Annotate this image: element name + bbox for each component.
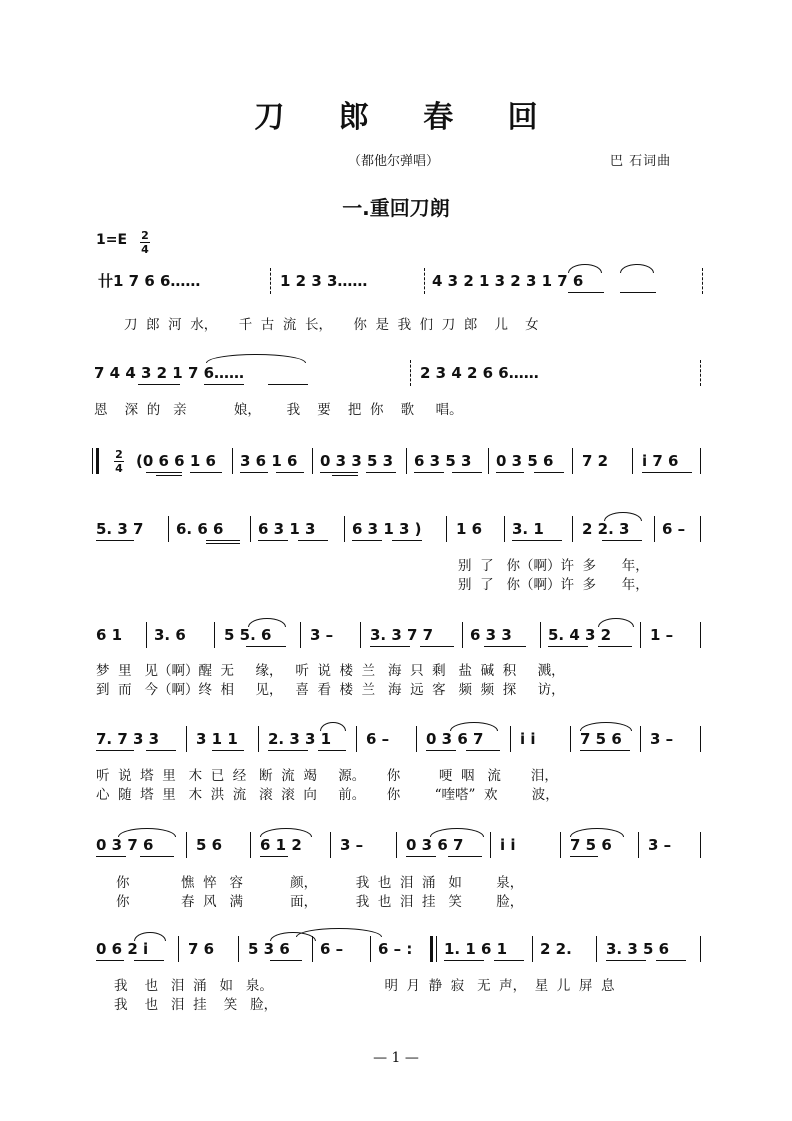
underline [332, 475, 358, 476]
notation-line-1 [0, 272, 792, 302]
barline [370, 936, 371, 962]
measure: 6 1 [96, 626, 123, 644]
measure: 7 6 [188, 940, 215, 958]
time-signature-2 [114, 449, 124, 474]
underline [268, 384, 308, 385]
underline [190, 472, 222, 473]
barline [186, 832, 187, 858]
slur [206, 354, 306, 363]
barline [640, 622, 641, 648]
underline [138, 384, 180, 385]
measure: i i [520, 730, 536, 748]
measure: (0 6 6 1 6 [136, 452, 216, 470]
lyric-line-5b: 到 而 今（啊）终 相 见， 喜 看 楼 兰 海 远 客 频 频 探 访， [96, 682, 565, 698]
underline [484, 646, 526, 647]
barline [700, 832, 701, 858]
underline [426, 750, 456, 751]
measure: 2 2. [540, 940, 572, 958]
measure: 5. 4 3 2 [548, 626, 612, 644]
barline [560, 832, 561, 858]
barline [300, 622, 301, 648]
measure: 3 – [340, 836, 364, 854]
underline [258, 540, 288, 541]
underline [146, 750, 176, 751]
underline [134, 960, 164, 961]
barline [462, 622, 463, 648]
measure: 3 – [650, 730, 674, 748]
barline [146, 622, 147, 648]
barline [178, 936, 179, 962]
measure: 7 5 6 [570, 836, 612, 854]
measure: 2 2. 3 [582, 520, 630, 538]
repeat-barline-thick [96, 448, 99, 474]
measure: 1 6 [456, 520, 483, 538]
lyric-line-6a: 听 说 塔 里 木 已 经 断 流 竭 源。 你 哽 咽 流 泪， [96, 768, 558, 784]
lyric-line-2: 恩 深 的 亲 娘， 我 要 把 你 歌 唱。 [94, 402, 463, 418]
underline [298, 540, 328, 541]
lyric-line-7b: 你 春 风 满 面， 我 也 泪 挂 笑 脸， [116, 894, 524, 910]
lyric-line-1: 刀 郎 河 水， 千 古 流 长， 你 是 我 们 刀 郎 儿 女 [124, 317, 539, 333]
notation-line-2 [0, 364, 792, 394]
barline [700, 360, 701, 386]
barline [344, 516, 345, 542]
measure: 5 3 6 [248, 940, 290, 958]
measure: 3 1 1 [196, 730, 238, 748]
underline [496, 472, 524, 473]
barline [490, 832, 491, 858]
measure: 6 3 5 3 [414, 452, 472, 470]
author: 巴 石词曲 [610, 154, 672, 169]
barline [270, 268, 271, 294]
barline [570, 726, 571, 752]
barline [312, 448, 313, 474]
underline [276, 472, 304, 473]
underline [466, 750, 500, 751]
measure: 6. 6 6 [176, 520, 224, 538]
barline [424, 268, 425, 294]
notation-line-3 [0, 448, 792, 482]
barline [700, 726, 701, 752]
slur [320, 722, 346, 731]
underline [448, 856, 482, 857]
underline [204, 384, 244, 385]
barline [232, 448, 233, 474]
measure: 6 – [366, 730, 390, 748]
notation-line-4 [0, 520, 792, 550]
slur [118, 828, 176, 837]
barline [510, 726, 511, 752]
measure: 3. 3 5 6 [606, 940, 670, 958]
measure: 7 5 6 [580, 730, 622, 748]
measure: 6 3 1 3 [258, 520, 316, 538]
barline [504, 516, 505, 542]
measure: 3. 6 [154, 626, 186, 644]
barline [702, 268, 703, 294]
underline [246, 646, 286, 647]
subtitle: （都他尔弹唱） [348, 154, 440, 169]
repeat-end-barline [430, 936, 433, 962]
underline [260, 856, 288, 857]
measure: 0 6 2 i [96, 940, 149, 958]
underline [318, 750, 346, 751]
underline [352, 540, 382, 541]
measure: 3. 1 [512, 520, 544, 538]
underline [452, 472, 482, 473]
time-signature [140, 230, 150, 255]
underline [598, 646, 632, 647]
measure: 5 6 [196, 836, 223, 854]
section-title: 一.重回刀朗 [342, 196, 450, 220]
underline [156, 475, 182, 476]
underline [620, 292, 656, 293]
barline [436, 936, 437, 962]
underline [370, 646, 410, 647]
underline [602, 540, 642, 541]
measure: 0 3 6 7 [406, 836, 464, 854]
repeat-barline [92, 448, 93, 474]
measure: 7 2 [582, 452, 609, 470]
slur [580, 722, 632, 731]
measure: 6 3 3 [470, 626, 512, 644]
measure: 7. 7 3 3 [96, 730, 160, 748]
barline [356, 726, 357, 752]
underline [146, 472, 182, 473]
underline [270, 960, 302, 961]
underline [606, 960, 646, 961]
measure: i 7 6 [642, 452, 679, 470]
measure: 2 3 4 2 6 6…… [420, 364, 539, 382]
slur [134, 932, 166, 941]
barline [416, 726, 417, 752]
measure: 6 – : [378, 940, 413, 958]
notation-line-8 [0, 940, 792, 970]
underline [268, 750, 308, 751]
underline [96, 540, 134, 541]
slur [248, 618, 286, 627]
underline [568, 292, 604, 293]
measure: 0 3 3 5 3 [320, 452, 394, 470]
measure: 1 – [650, 626, 674, 644]
measure: 6 1 2 [260, 836, 302, 854]
barline [258, 726, 259, 752]
slur [450, 722, 498, 731]
notation-line-5 [0, 626, 792, 656]
barline [446, 516, 447, 542]
measure: 7 4 4 3 2 1 7 6…… [94, 364, 245, 382]
lyric-line-4b: 别 了 你（啊）许 多 年， [458, 577, 649, 593]
barline [532, 936, 533, 962]
barline [488, 448, 489, 474]
measure: 1 2 3 3…… [280, 272, 368, 290]
measure: 0 3 7 6 [96, 836, 154, 854]
lyric-line-7a: 你 憔 悴 容 颜， 我 也 泪 涌 如 泉， [116, 875, 524, 891]
measure: 2. 3 3 1 [268, 730, 332, 748]
underline [580, 750, 630, 751]
time-top: 2 [141, 229, 149, 242]
underline [96, 856, 126, 857]
measure: 5. 3 7 [96, 520, 144, 538]
barline [360, 622, 361, 648]
measure: 4 3 2 1 3 2 3 1 7 6 [432, 272, 584, 290]
slur [570, 828, 624, 837]
barline [540, 622, 541, 648]
underline [212, 750, 244, 751]
lyric-line-4a: 别 了 你（啊）许 多 年， [458, 558, 649, 574]
slur [296, 928, 382, 937]
time-top-2: 2 [115, 448, 123, 461]
lyric-line-8b: 我 也 泪 挂 笑 脸， [114, 997, 278, 1013]
barline [250, 516, 251, 542]
measure: 1. 1 6 1 [444, 940, 508, 958]
underline [414, 472, 444, 473]
lyric-line-8a: 我 也 泪 涌 如 泉。 明 月 静 寂 无 声， 星 儿 屏 息 [114, 978, 615, 994]
underline [96, 960, 124, 961]
underline [534, 472, 564, 473]
barline [638, 832, 639, 858]
slur [604, 512, 642, 521]
measure: 6 – [320, 940, 344, 958]
barline [700, 622, 701, 648]
measure: 0 3 6 7 [426, 730, 484, 748]
barline [700, 936, 701, 962]
barline [572, 448, 573, 474]
barline [572, 516, 573, 542]
underline [420, 646, 454, 647]
measure: 3 – [310, 626, 334, 644]
underline [642, 472, 692, 473]
measure: 0 3 5 6 [496, 452, 554, 470]
measure: 5 5. 6 [224, 626, 272, 644]
underline [570, 856, 598, 857]
time-bottom-2: 4 [115, 462, 123, 475]
slur [620, 264, 654, 273]
page-number: — 1 — [373, 1050, 419, 1066]
notation-line-6 [0, 730, 792, 760]
barline [640, 726, 641, 752]
underline [512, 540, 562, 541]
barline [406, 448, 407, 474]
slur [430, 828, 484, 837]
measure: 3 6 1 6 [240, 452, 298, 470]
underline [548, 646, 588, 647]
measure: 3. 3 7 7 [370, 626, 434, 644]
barline [700, 448, 701, 474]
barline [396, 832, 397, 858]
lyric-line-5a: 梦 里 见（啊）醒 无 缘， 听 说 楼 兰 海 只 剩 盐 碱 积 溅， [96, 663, 565, 679]
barline [596, 936, 597, 962]
underline [444, 960, 484, 961]
underline [240, 472, 268, 473]
barline [238, 936, 239, 962]
barline [410, 360, 411, 386]
underline [392, 540, 422, 541]
underline [140, 856, 174, 857]
song-title: 刀 郎 春 回 [254, 100, 560, 135]
barline [186, 726, 187, 752]
slur [598, 618, 634, 627]
measure: 6 – [662, 520, 686, 538]
underline [320, 472, 358, 473]
barline [700, 516, 701, 542]
underline [656, 960, 686, 961]
notation-line-7 [0, 836, 792, 866]
slur [568, 264, 602, 273]
barline [632, 448, 633, 474]
barline [214, 622, 215, 648]
measure: 卄1 7 6 6…… [98, 272, 201, 290]
underline [206, 540, 240, 541]
barline [250, 832, 251, 858]
barline [654, 516, 655, 542]
slur [260, 828, 312, 837]
underline [96, 750, 134, 751]
barline [330, 832, 331, 858]
barline [168, 516, 169, 542]
underline [366, 472, 396, 473]
time-bottom: 4 [141, 243, 149, 256]
key-signature: 1=E [96, 232, 128, 248]
underline [206, 543, 240, 544]
underline [494, 960, 524, 961]
measure: i i [500, 836, 516, 854]
measure: 3 – [648, 836, 672, 854]
measure: 6 3 1 3 ) [352, 520, 422, 538]
lyric-line-6b: 心 随 塔 里 木 洪 流 滚 滚 向 前。 你 “喹嗒” 欢 波， [96, 787, 559, 803]
underline [406, 856, 436, 857]
